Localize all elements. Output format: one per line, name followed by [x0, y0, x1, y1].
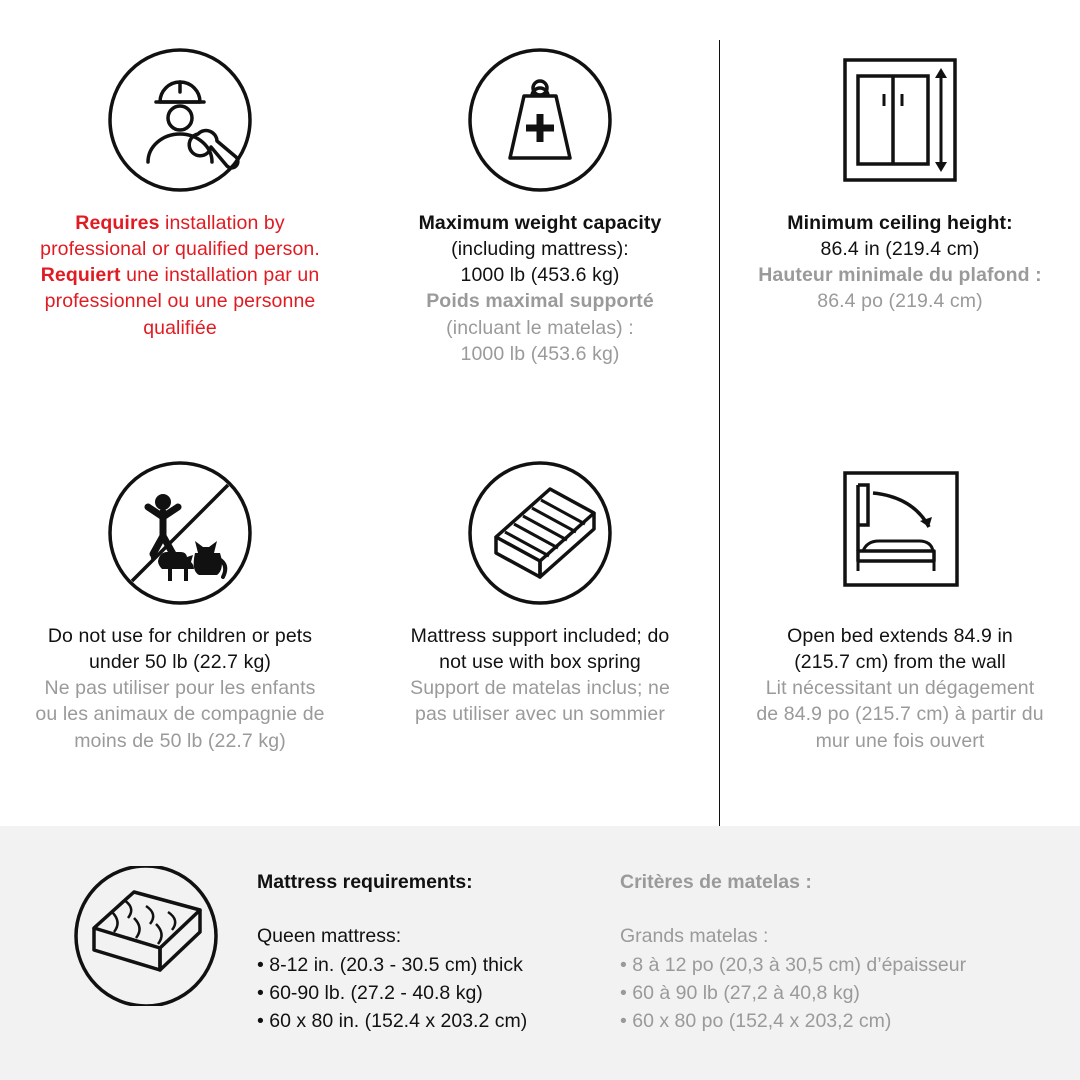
caption-text-en-1: Open bed extends 84.9 in: [787, 625, 1013, 647]
caption-text-fr-3: 1000 lb (453.6 kg): [460, 342, 620, 365]
murphy-bed-clearance-icon: [825, 443, 975, 623]
band-item-en-3: • 60 x 80 in. (152.4 x 203.2 cm): [257, 1010, 528, 1033]
band-item-en-1: • 8-12 in. (20.3 - 30.5 cm) thick: [257, 953, 523, 976]
no-children-or-pets-icon: [106, 443, 254, 623]
caption-text-fr-1: Ne pas utiliser pour les enfants: [44, 677, 316, 700]
caption-text-en-1: Mattress support included; do: [410, 625, 670, 647]
cell-ceiling-height: [720, 0, 1080, 413]
caption-red-keyword-en: Requires: [75, 212, 160, 234]
caption-ceiling-height: [758, 210, 1042, 315]
caption-no-children-pets: [35, 623, 324, 754]
mattress-requirements-fr: [620, 868, 966, 1035]
caption-mattress-support: [410, 623, 670, 728]
caption-red-keyword-fr: Requiert: [40, 264, 121, 287]
band-subtitle-en: Queen mattress:: [257, 925, 402, 948]
caption-text-fr-2: 86.4 po (219.4 cm): [817, 290, 983, 313]
caption-text-en-2: 86.4 in (219.4 cm): [820, 238, 980, 261]
weight-plus-icon: [466, 30, 614, 210]
caption-text-en-2: professional or qualified person.: [40, 238, 320, 261]
band-title-fr: Critères de matelas :: [620, 871, 812, 893]
band-item-fr-3: • 60 x 80 po (152,4 x 203,2 cm): [620, 1010, 892, 1033]
caption-text-fr-2: de 84.9 po (215.7 cm) à partir du: [756, 703, 1044, 726]
caption-text-fr-2: (incluant le matelas) :: [446, 316, 634, 339]
caption-text-fr-3: qualifiée: [143, 316, 217, 339]
cell-weight-capacity: [360, 0, 720, 413]
caption-text-en-1: Minimum ceiling height:: [787, 212, 1013, 234]
caption-text-en-1: installation by: [159, 212, 285, 234]
caption-text-fr-1: Poids maximal supporté: [426, 290, 654, 313]
band-item-fr-1: • 8 à 12 po (20,3 à 30,5 cm) d’épaisseur: [620, 953, 967, 976]
band-title-en: Mattress requirements:: [257, 871, 473, 893]
caption-text-en-2: (including mattress):: [451, 238, 629, 261]
mattress-requirements-band: [0, 826, 1080, 1080]
cell-no-children-pets: [0, 413, 360, 826]
vertical-divider: [719, 40, 720, 826]
band-item-fr-2: • 60 à 90 lb (27,2 à 40,8 kg): [620, 981, 860, 1004]
caption-text-en-2: under 50 lb (22.7 kg): [88, 651, 272, 674]
caption-text-en-2: not use with box spring: [439, 651, 641, 674]
caption-text-fr-3: moins de 50 lb (22.7 kg): [74, 729, 286, 752]
slatted-mattress-support-icon: [466, 443, 614, 623]
caption-text-fr-1: Support de matelas inclus; ne: [410, 677, 670, 700]
cell-mattress-support: [360, 413, 720, 826]
caption-text-en-1: Maximum weight capacity: [418, 212, 662, 234]
caption-text-fr-2: ou les animaux de compagnie de: [35, 703, 325, 726]
caption-text-fr-3: mur une fois ouvert: [815, 729, 985, 752]
ceiling-height-icon: [825, 30, 975, 210]
caption-professional-installation: [40, 210, 320, 341]
band-item-en-2: • 60-90 lb. (27.2 - 40.8 kg): [257, 981, 483, 1004]
caption-text-fr-1: une installation par un: [120, 264, 320, 287]
mattress-icon: [72, 866, 220, 1006]
caption-text-en-2: (215.7 cm) from the wall: [794, 651, 1006, 674]
cell-professional-installation: [0, 0, 360, 413]
caption-text-fr-2: professionnel ou une personne: [44, 290, 316, 313]
caption-text-fr-1: Lit nécessitant un dégagement: [765, 677, 1035, 700]
caption-text-fr-2: pas utiliser avec un sommier: [415, 703, 665, 726]
caption-text-fr-1: Hauteur minimale du plafond :: [758, 264, 1042, 287]
caption-bed-clearance: [756, 623, 1043, 754]
band-subtitle-fr: Grands matelas :: [620, 925, 769, 948]
worker-helmet-wrench-icon: [106, 30, 254, 210]
caption-text-en-1: Do not use for children or pets: [47, 625, 313, 647]
caption-text-en-3: 1000 lb (453.6 kg): [460, 264, 620, 287]
cell-bed-clearance: [720, 413, 1080, 826]
mattress-requirements-en: [257, 868, 527, 1035]
caption-weight-capacity: [419, 210, 662, 367]
